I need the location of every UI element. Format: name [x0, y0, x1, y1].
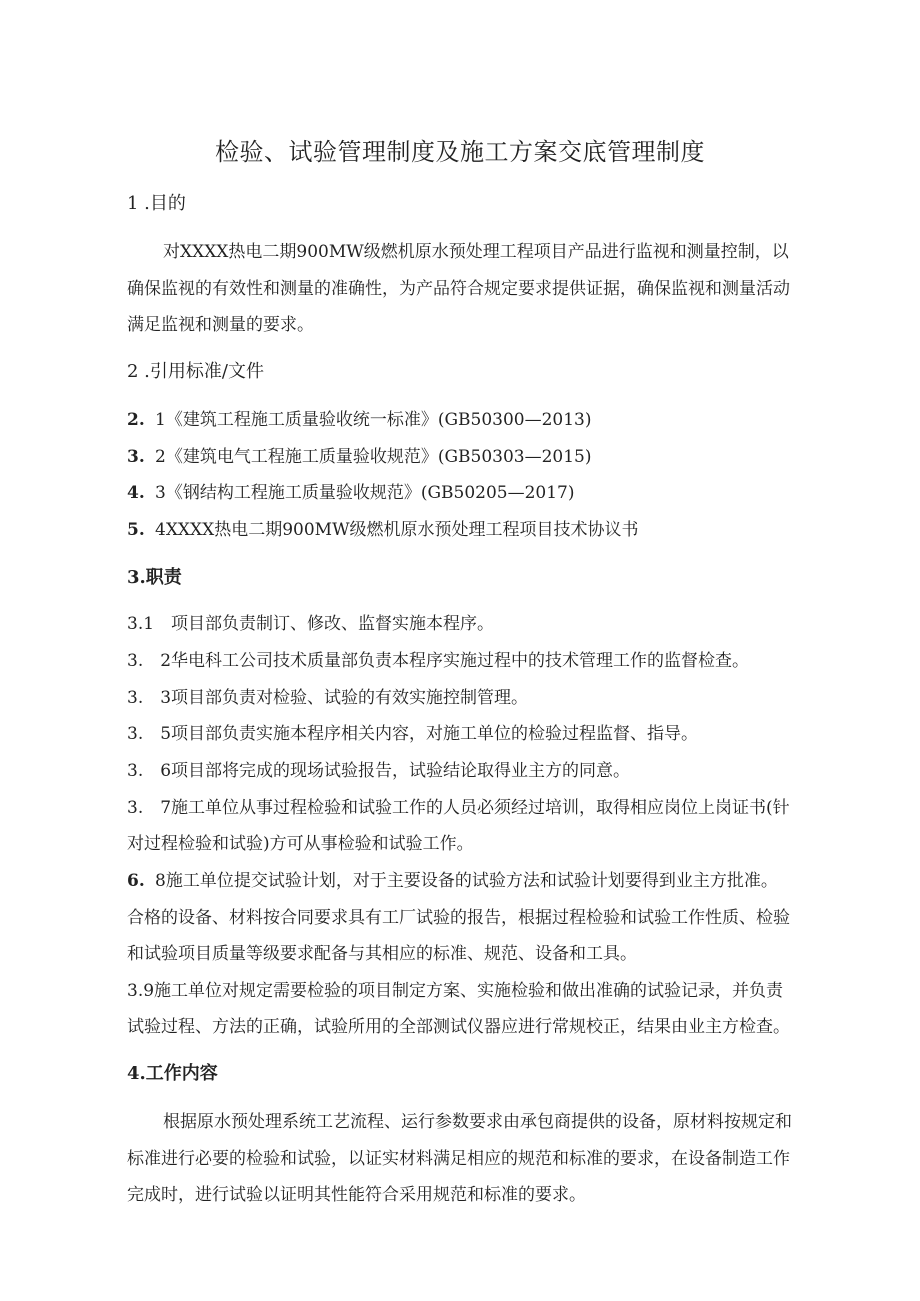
- reference-item: [127, 408, 592, 432]
- reference-item-number: 3.: [127, 447, 145, 467]
- reference-item-text: 3《钢结构工程施工质量验收规范》(GB50205—2017): [155, 483, 575, 503]
- section-1-para-line-3: 满足监视和测量的要求。: [127, 315, 314, 335]
- duty-item-3-2: 3. 2华电科工公司技术质量部负责本程序实施过程中的技术管理工作的监督检查。: [127, 651, 750, 671]
- duty-item-3-7-line-1: 3. 7施工单位从事过程检验和试验工作的人员必须经过培训，取得相应岗位上岗证书(针: [127, 798, 790, 818]
- reference-item-text: 4XXXX热电二期900MW级燃机原水预处理工程项目技术协议书: [155, 520, 639, 540]
- reference-item-number: 5.: [127, 520, 145, 540]
- duty-item-3-8-line-3: 和试验项目质量等级要求配备与其相应的标准、规范、设备和工具。: [127, 944, 637, 964]
- duty-item-number: 6.: [127, 871, 145, 891]
- reference-item: [127, 518, 639, 542]
- section-4-heading: 4.工作内容: [127, 1063, 218, 1084]
- reference-item: [127, 481, 575, 505]
- duty-item-text: 8施工单位提交试验计划，对于主要设备的试验方法和试验计划要得到业主方批准。: [155, 871, 778, 891]
- duty-item-3-6: 3. 6项目部将完成的现场试验报告，试验结论取得业主方的同意。: [127, 761, 631, 781]
- reference-item-text: 1《建筑工程施工质量验收统一标准》(GB50300—2013): [155, 410, 592, 430]
- duty-item-3-9-line-2: 试验过程、方法的正确，试验所用的全部测试仪器应进行常规校正，结果由业主方检查。: [127, 1017, 790, 1037]
- reference-item-number: 4.: [127, 483, 145, 503]
- section-1-para-line-2: 确保监视的有效性和测量的准确性，为产品符合规定要求提供证据，确保监视和测量活动: [127, 279, 790, 299]
- duty-item-3-5: 3. 5项目部负责实施本程序相关内容，对施工单位的检验过程监督、指导。: [127, 724, 699, 744]
- section-2-heading: 2 .引用标准/文件: [127, 361, 264, 382]
- duty-item-3-8: [127, 869, 778, 893]
- section-1-heading: 1 .目的: [127, 193, 186, 214]
- duty-item-3-9-line-1: 3.9施工单位对规定需要检验的项目制定方案、实施检验和做出准确的试验记录，并负责: [127, 981, 784, 1001]
- section-4-para-line-1: 根据原水预处理系统工艺流程、运行参数要求由承包商提供的设备，原材料按规定和: [163, 1112, 792, 1132]
- section-4-para-line-3: 完成时，进行试验以证明其性能符合采用规范和标准的要求。: [127, 1185, 586, 1205]
- section-3-heading: 3.职责: [127, 567, 182, 588]
- duty-item-3-7-line-2: 对过程检验和试验)方可从事检验和试验工作。: [127, 834, 474, 854]
- reference-item: [127, 445, 592, 469]
- duty-item-3-1: 3.1 项目部负责制订、修改、监督实施本程序。: [127, 614, 495, 634]
- reference-item-text: 2《建筑电气工程施工质量验收规范》(GB50303—2015): [155, 447, 592, 467]
- duty-item-3-8-line-2: 合格的设备、材料按合同要求具有工厂试验的报告，根据过程检验和试验工作性质、检验: [127, 908, 790, 928]
- section-4-para-line-2: 标准进行必要的检验和试验，以证实材料满足相应的规范和标准的要求，在设备制造工作: [127, 1149, 790, 1169]
- document-title: 检验、试验管理制度及施工方案交底管理制度: [215, 138, 705, 166]
- reference-item-number: 2.: [127, 410, 145, 430]
- section-1-para-line-1: 对XXXX热电二期900MW级燃机原水预处理工程项目产品进行监视和测量控制，以: [163, 242, 789, 262]
- duty-item-3-3: 3. 3项目部负责对检验、试验的有效实施控制管理。: [127, 688, 529, 708]
